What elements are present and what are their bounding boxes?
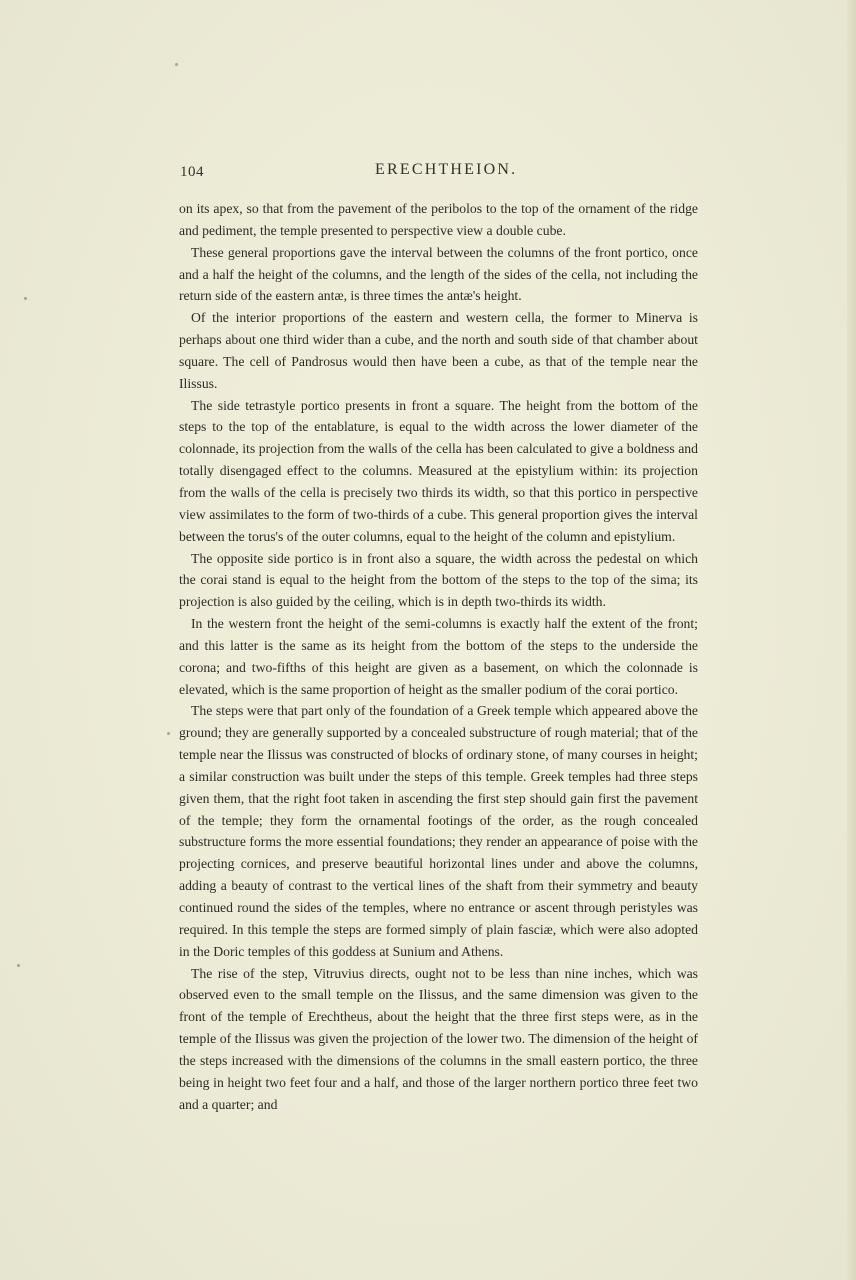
paragraph-western-front: In the western front the height of the semi-columns is exactly half the extent of the front; and this latter is the same as its height from the bottom of the steps to the underside the corona; and two-fifths of this height are given as a basement, on which the colonnade is elevated, which is the same proportion of height as the smaller podium of the corai portico. bbox=[179, 616, 698, 697]
body-text bbox=[179, 198, 698, 1115]
page-header bbox=[180, 160, 700, 184]
paragraph-opposite-portico: The opposite side portico is in front also a square, the width across the pedestal on which the corai stand is equal to the height from the bottom of the steps to the top of the sima; its projection is also guided by the ceiling, which is in depth two-thirds its width. bbox=[179, 550, 698, 610]
paragraph-interior: Of the interior proportions of the eastern and western cella, the former to Minerva is perhaps about one third wider than a cube, and the north and south side of that chamber about square. The cell of Pandrosus would then have been a cube, as that of the temple near the Ilissus. bbox=[179, 310, 698, 391]
paragraph-proportions: These general proportions gave the interval between the columns of the front portico, once and a half the height of the columns, and the length of the sides of the cella, not including the return side of the eastern antæ, is three times the antæ's height. bbox=[179, 244, 698, 304]
paragraph-tetrastyle-portico: The side tetrastyle portico presents in front a square. The height from the bottom of the steps to the top of the entablature, is equal to the width across the lower diameter of the colonnade, its projection from the walls of the cella has been calculated to give a boldness and totally disengaged effect to the columns. Measured at the epistylium within: its projection from the walls of the cella is precisely two thirds its width, so that this portico in perspective view assimilates to the form of two-thirds of a cube. This general proportion gives the interval between the torus's of the outer columns, equal to the height of the column and epistylium. bbox=[179, 397, 698, 544]
page-edge-shadow bbox=[847, 0, 856, 1280]
paper-speck bbox=[17, 964, 20, 967]
paper-speck bbox=[167, 732, 170, 735]
paragraph-steps: The steps were that part only of the foundation of a Greek temple which appeared above the ground; they are generally supported by a concealed substructure of rough material; that of the temple near the Ilissus was constructed of blocks of ordinary stone, of many courses in height; a similar construction was built under the steps of this temple. Greek temples had three steps given them, that the right foot taken in ascending the first step should gain first the pavement of the temple; they form the ornamental footings of the order, as the rough concealed substructure forms the more essential foundations; they render an appearance of poise with the projecting cornices, and preserve beautiful horizontal lines under and above the columns, adding a beauty of contrast to the vertical lines of the shaft from their symmetry and beauty continued round the sides of the temples, where no entrance or ascent through peristyles was required. In this temple the steps are formed simply of plain fasciæ, which were also adopted in the Doric temples of this goddess at Sunium and Athens. bbox=[179, 703, 698, 959]
paragraph-rise-of-step: The rise of the step, Vitruvius directs, ought not to be less than nine inches, which was observed even to the small temple on the Ilissus, and the same dimension was given to the front of the temple of Erechtheus, about the height that the three first steps were, as in the temple of the Ilissus was given the projection of the lower two. The dimension of the height of the steps increased with the dimensions of the columns in the small eastern portico, the three being in height two feet four and a half, and those of the larger northern portico three feet two and a quarter; and bbox=[179, 965, 698, 1112]
running-title: ERECHTHEION. bbox=[375, 161, 518, 178]
paragraph-continuation: on its apex, so that from the pavement of the peribolos to the top of the ornament of the ridge and pediment, the temple presented to perspective view a double cube. bbox=[179, 201, 698, 238]
paper-speck bbox=[175, 63, 178, 66]
page-number: 104 bbox=[180, 164, 204, 180]
paper-speck bbox=[24, 297, 27, 300]
